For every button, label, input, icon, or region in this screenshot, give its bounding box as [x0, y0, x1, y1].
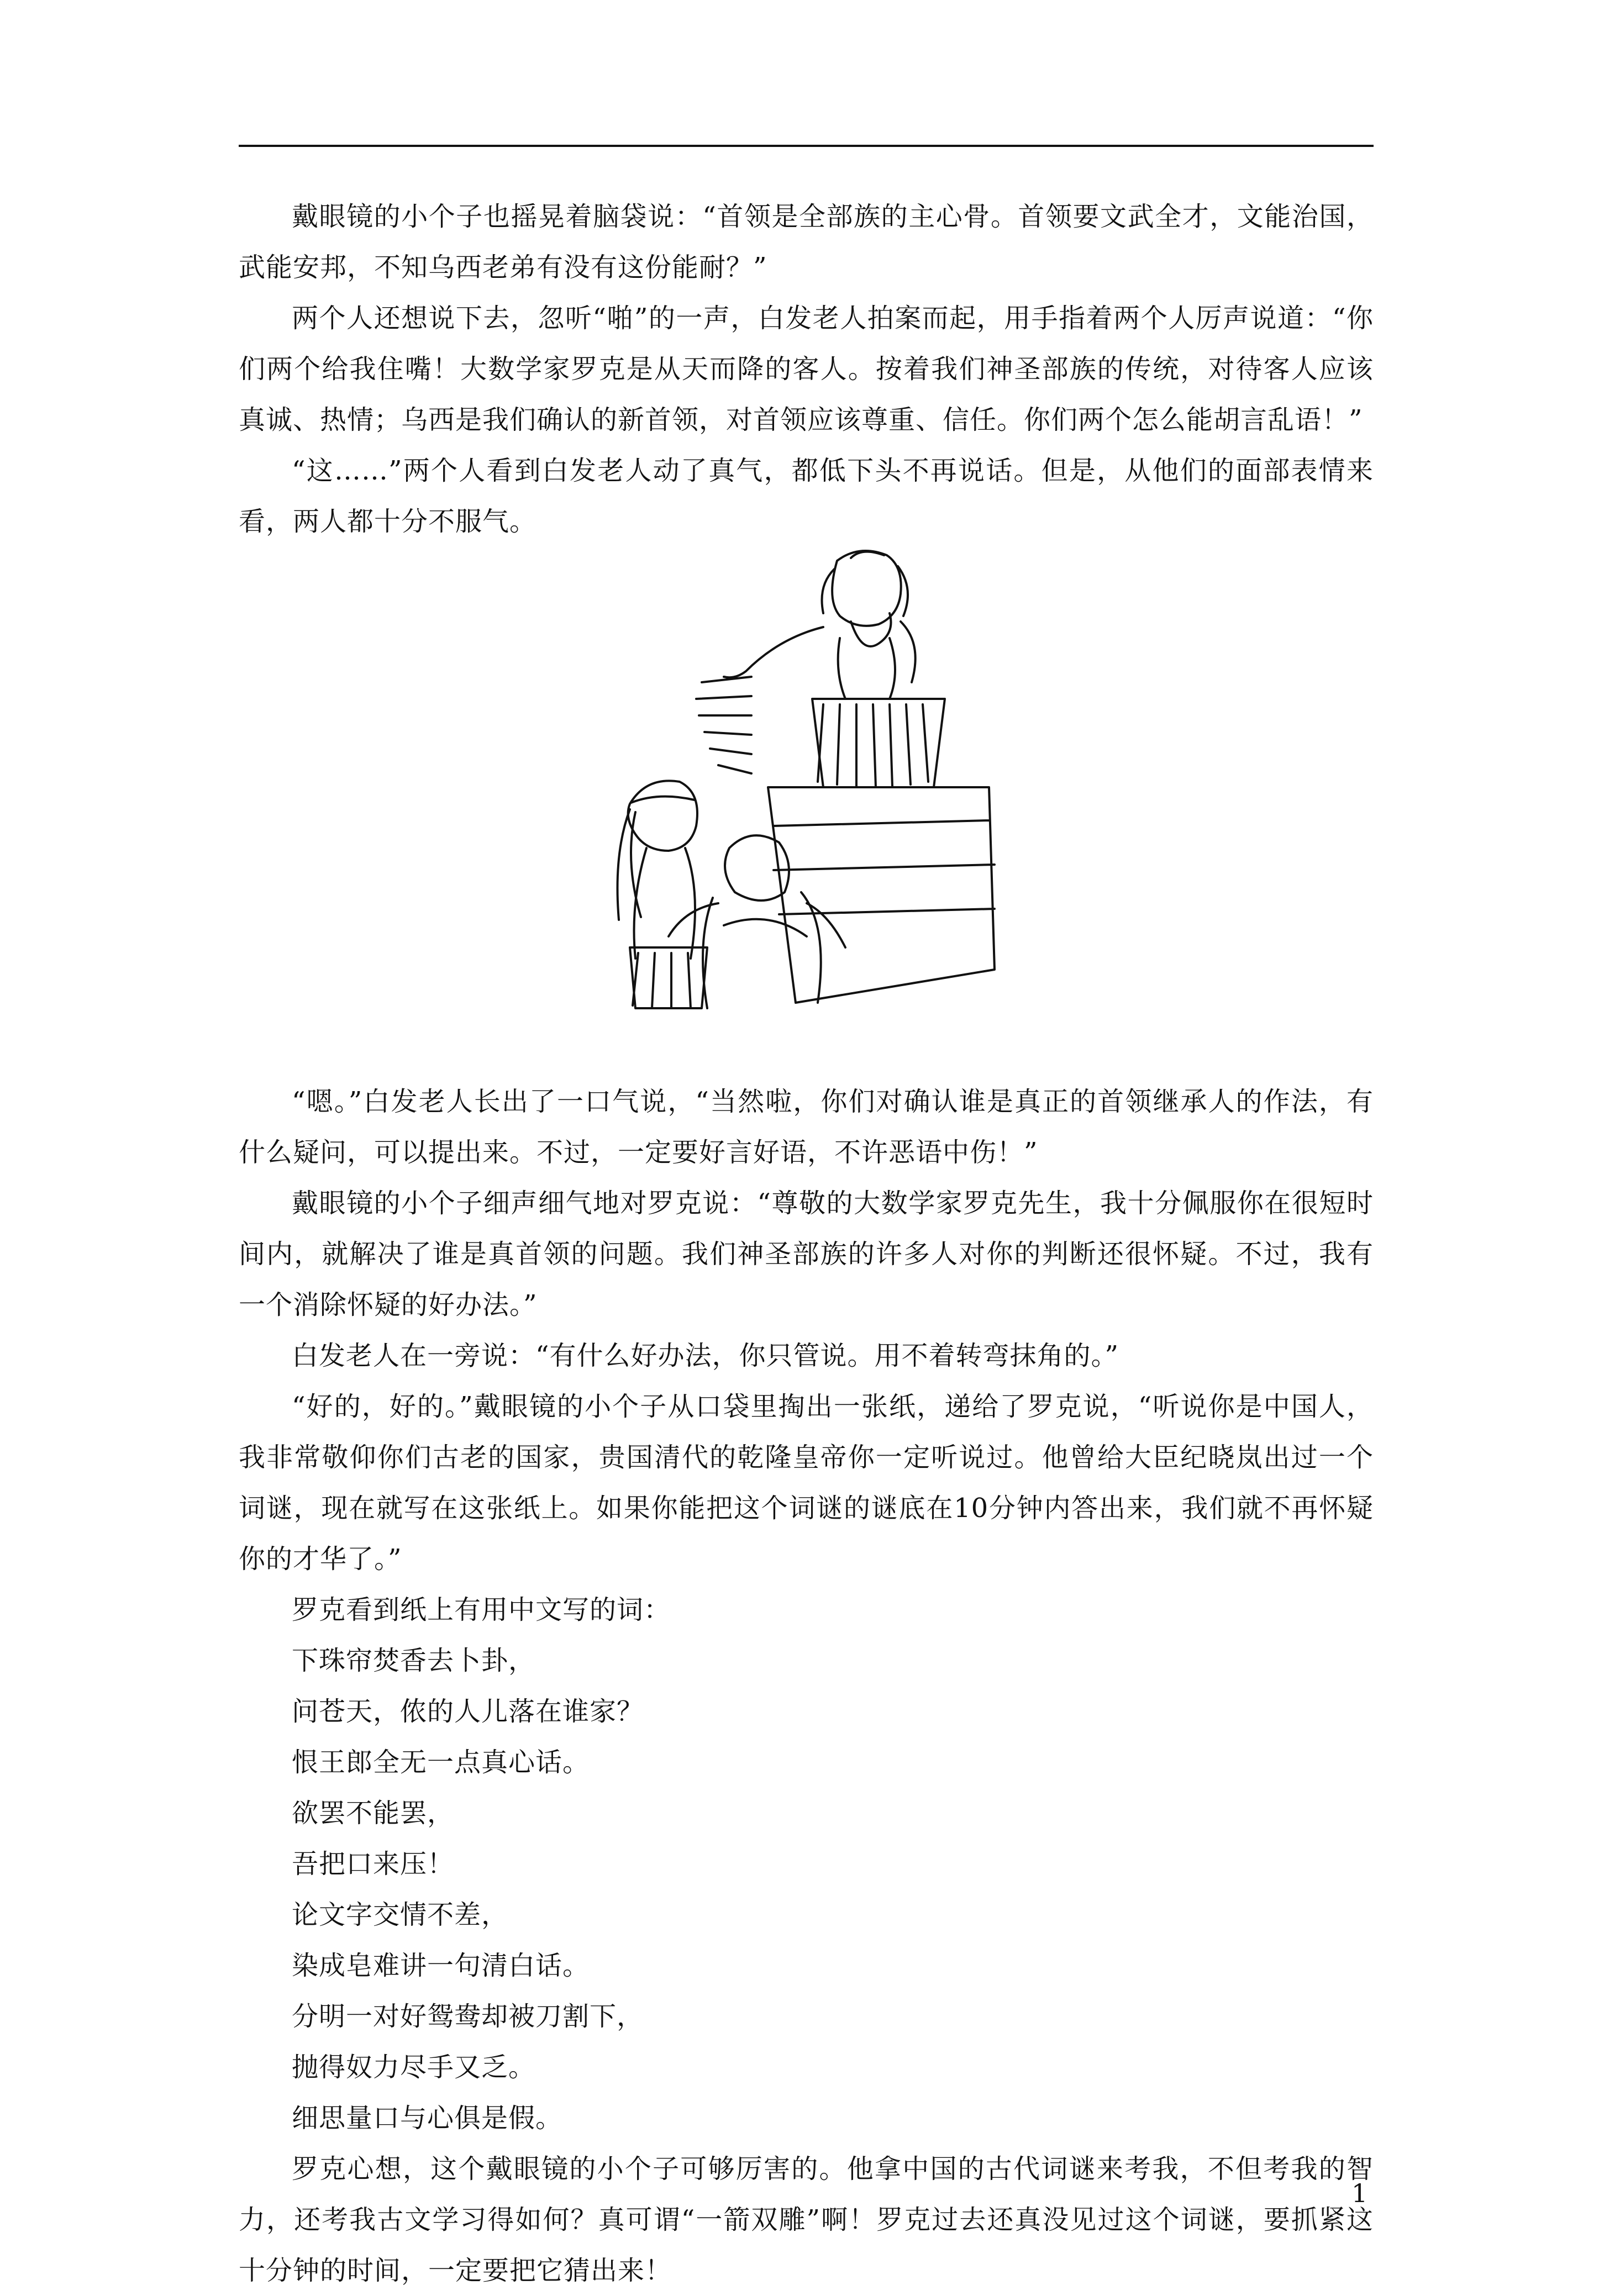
- speech-lines: [696, 677, 751, 773]
- poem-line: 分明一对好鸳鸯却被刀割下，: [292, 2001, 644, 2032]
- elder-skirt-fringe: [818, 704, 928, 787]
- poem-line: 染成皂难讲一句清白话。: [292, 1950, 590, 1981]
- text-block-bottom: [239, 1076, 1374, 2296]
- man-hair: [618, 809, 641, 920]
- elder-body: [838, 638, 895, 699]
- poem-line: 细思量口与心俱是假。: [292, 2103, 563, 2134]
- paragraph: 两个人还想说下去，忽听“啪”的一声，白发老人拍案而起，用手指着两个人厉声说道：“你们两个给我住嘴！大数学家罗克是从天而降的客人。按着我们神圣部族的传统，对待客人应该真诚、热情；乌西是我们确认的新首领，对首领应该尊重、信任。你们两个怎么能胡言乱语！”: [239, 303, 1374, 435]
- paragraph: 戴眼镜的小个子细声细气地对罗克说：“尊敬的大数学家罗克先生，我十分佩服你在很短时间内，就解决了谁是真首领的问题。我们神圣部族的许多人对你的判断还很怀疑。不过，我有一个消除怀疑的好办法。”: [239, 1188, 1374, 1320]
- man-head: [628, 781, 697, 851]
- man-skirt: [630, 947, 707, 1008]
- man-body: [634, 848, 696, 959]
- header-rule: [239, 145, 1374, 147]
- paragraph: 戴眼镜的小个子也摇晃着脑袋说：“首领是全部族的主心骨。首领要文武全才，文能治国，武能安邦，不知乌西老弟有没有这份能耐？”: [239, 201, 1374, 283]
- elder-beard: [851, 613, 891, 646]
- poem-line: 欲罢不能罢，: [292, 1798, 455, 1829]
- illustration-elder-and-two-men: [591, 539, 1022, 1025]
- page-number: 1: [1351, 2178, 1368, 2208]
- paragraph: 罗克心想，这个戴眼镜的小个子可够厉害的。他拿中国的古代词谜来考我，不但考我的智力，还考我古文学习得如何？真可谓“一箭双雕”啊！罗克过去还真没见过这个词谜，要抓紧这十分钟的时间，一定要把它猜出来！: [239, 2153, 1374, 2286]
- poem-line: 恨王郎全无一点真心话。: [292, 1747, 590, 1778]
- elder-arm: [724, 622, 916, 682]
- bald-man-body: [703, 892, 821, 1008]
- poem-line: 吾把口来压！: [292, 1849, 455, 1879]
- poem-line: 问苍天，侬的人儿落在谁家？: [292, 1696, 644, 1727]
- poem-line: 抛得奴力尽手又乏。: [292, 2052, 536, 2083]
- poem-line: 下珠帘焚香去卜卦，: [292, 1645, 536, 1676]
- text-block-top: [239, 191, 1374, 547]
- paragraph: 白发老人在一旁说：“有什么好办法，你只管说。用不着转弯抹角的。”: [292, 1340, 1119, 1371]
- poem-line: 论文字交情不差，: [292, 1899, 509, 1930]
- paragraph: 罗克看到纸上有用中文写的词：: [292, 1594, 671, 1625]
- paragraph: “嗯。”白发老人长出了一口气说，“当然啦，你们对确认谁是真正的首领继承人的作法，有什么疑问，可以提出来。不过，一定要好言好语，不许恶语中伤！”: [239, 1086, 1374, 1168]
- paragraph: “好的，好的。”戴眼镜的小个子从口袋里掏出一张纸，递给了罗克说，“听说你是中国人，我非常敬仰你们古老的国家，贵国清代的乾隆皇帝你一定听说过。他曾给大臣纪晓岚出过一个词谜，现在就写在这张纸上。如果你能把这个词谜的谜底在10分钟内答出来，我们就不再怀疑你的才华了。”: [239, 1391, 1374, 1574]
- man-headband: [631, 797, 695, 803]
- paragraph: “这……”两个人看到白发老人动了真气，都低下头不再说话。但是，从他们的面部表情来看，两人都十分不服气。: [239, 455, 1374, 537]
